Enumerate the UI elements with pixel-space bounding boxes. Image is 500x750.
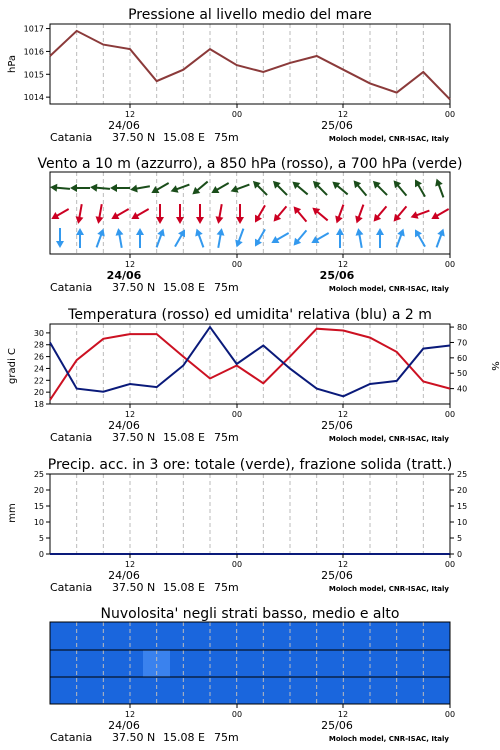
wind-arrow-head — [252, 215, 262, 225]
wind-arrow-head — [333, 215, 343, 224]
wind-arrow-10-m — [309, 230, 330, 247]
wind-arrow-head — [437, 227, 447, 236]
wind-arrow-700-hPa — [250, 178, 270, 198]
wind-elevation: 75m — [214, 281, 239, 294]
wind-arrow-850-hPa — [371, 204, 390, 224]
pressure-ytick-label: 1017 — [23, 24, 44, 34]
temp-date-label: 25/06 — [321, 419, 353, 432]
wind-arrow-head — [376, 228, 384, 235]
wind-arrow-10-m — [252, 227, 269, 248]
cloud-xtick-label: 00 — [231, 710, 243, 719]
temp-lat: 37.50 N — [112, 431, 156, 444]
wind-credit: Moloch model, CNR-ISAC, Italy — [328, 285, 449, 293]
cloud-credit: Moloch model, CNR-ISAC, Italy — [328, 735, 449, 743]
wind-arrow-10-m — [93, 227, 107, 249]
pressure-date-label: 24/06 — [108, 119, 140, 132]
wind-arrow-head — [233, 239, 243, 248]
pressure-ytick-label: 1016 — [23, 47, 44, 57]
wind-arrow-head — [74, 216, 83, 224]
wind-title: Vento a 10 m (azzurro), a 850 hPa (rosso), a 700 hPa (verde) — [37, 156, 463, 172]
pressure-xtick-label: 12 — [124, 110, 136, 119]
humidity-ytick-label: 60 — [457, 353, 468, 363]
wind-xtick-label: 00 — [231, 260, 243, 269]
wind-arrow-850-hPa — [271, 204, 290, 224]
cloud-elevation: 75m — [214, 731, 239, 744]
wind-arrow-700-hPa — [209, 180, 230, 197]
wind-arrow-850-hPa — [310, 205, 330, 224]
temp-frame — [50, 324, 450, 404]
temp-station: Catania — [50, 431, 93, 444]
wind-date-label: 24/06 — [106, 269, 142, 282]
humidity-ylabel: % — [489, 361, 500, 371]
cloud-xtick-label: 12 — [124, 710, 136, 719]
wind-arrow-700-hPa — [370, 178, 390, 198]
wind-arrow-850-hPa — [391, 204, 410, 224]
pressure-elevation: 75m — [214, 131, 239, 144]
precip-xtick-label: 12 — [337, 560, 349, 569]
pressure-frame — [50, 24, 450, 104]
wind-arrow-850-hPa — [94, 203, 105, 224]
wind-arrow-850-hPa — [291, 204, 310, 224]
precip-ytick-label: 5 — [38, 534, 44, 543]
wind-arrow-head — [129, 212, 139, 222]
temp-ytick-label: 22 — [33, 376, 44, 386]
wind-arrow-700-hPa — [310, 178, 330, 198]
precip-xtick-label: 00 — [444, 560, 456, 569]
wind-arrow-850-hPa — [74, 203, 85, 224]
wind-arrow-head — [157, 227, 167, 236]
wind-arrow-head — [110, 184, 117, 192]
wind-arrow-head — [196, 217, 204, 224]
wind-arrow-head — [70, 184, 77, 192]
precip-right-ytick-label: 10 — [457, 518, 468, 527]
temperature-ylabel: gradi C — [7, 348, 18, 384]
precip-ytick-label: 15 — [33, 502, 44, 511]
wind-arrow-head — [353, 215, 363, 224]
precip-right-ytick-label: 15 — [457, 502, 468, 511]
wind-arrow-10-m — [412, 227, 429, 248]
humidity-ytick-label: 70 — [457, 338, 468, 348]
wind-arrow-700-hPa — [70, 184, 90, 192]
wind-arrow-10-m — [336, 228, 344, 248]
precip-xtick-label: 00 — [231, 560, 243, 569]
wind-arrow-head — [236, 217, 244, 224]
precip-lat: 37.50 N — [112, 581, 156, 594]
wind-arrow-10-m — [56, 228, 64, 248]
cloud-lon: 15.08 E — [163, 731, 205, 744]
temp-ytick-label: 26 — [33, 352, 44, 362]
temp-date-label: 24/06 — [108, 419, 140, 432]
pressure-xtick-label: 12 — [337, 110, 349, 119]
wind-arrow-head — [176, 217, 184, 224]
wind-arrow-700-hPa — [169, 181, 191, 195]
wind-arrow-head — [90, 183, 98, 192]
wind-arrow-700-hPa — [229, 181, 251, 195]
precip-title: Precip. acc. in 3 ore: totale (verde), frazione solida (tratt.) — [47, 457, 453, 473]
wind-xtick-label: 12 — [124, 260, 136, 269]
pressure-xtick-label: 00 — [231, 110, 243, 119]
temp-ytick-label: 18 — [33, 400, 44, 409]
wind-lon: 15.08 E — [163, 281, 205, 294]
precip-right-ytick-label: 5 — [457, 534, 463, 543]
wind-arrow-head — [409, 211, 418, 221]
wind-arrow-head — [397, 227, 407, 236]
cloud-xtick-label: 00 — [444, 710, 456, 719]
wind-arrow-10-m — [393, 227, 407, 249]
temp-ytick-label: 28 — [33, 340, 44, 350]
wind-arrow-700-hPa — [110, 184, 130, 192]
cloud-lat: 37.50 N — [112, 731, 156, 744]
wind-arrow-head — [129, 185, 137, 194]
wind-arrow-head — [156, 217, 164, 224]
wind-arrow-head — [354, 227, 363, 235]
cloud-station: Catania — [50, 731, 93, 744]
pressure-lat: 37.50 N — [112, 131, 156, 144]
temp-xtick-label: 00 — [444, 410, 456, 419]
pressure-ylabel: hPa — [7, 54, 18, 74]
wind-arrow-head — [217, 227, 226, 235]
wind-arrow-850-hPa — [353, 203, 367, 225]
wind-arrow-head — [209, 186, 219, 196]
wind-arrow-head — [136, 228, 144, 235]
wind-arrow-10-m — [136, 228, 144, 248]
temp-xtick-label: 00 — [231, 410, 243, 419]
wind-arrow-10-m — [376, 228, 384, 248]
wind-arrow-10-m — [354, 227, 365, 248]
wind-arrow-head — [412, 227, 422, 237]
humidity-ytick-label: 80 — [457, 323, 468, 333]
pressure-ytick-label: 1015 — [23, 70, 44, 80]
temp-xtick-label: 12 — [337, 410, 349, 419]
wind-arrow-head — [433, 177, 443, 186]
wind-frame — [50, 172, 450, 254]
wind-arrow-850-hPa — [333, 203, 347, 225]
pressure-ytick-label: 1014 — [23, 93, 44, 103]
wind-xtick-label: 12 — [337, 260, 349, 269]
wind-arrow-head — [50, 183, 58, 192]
pressure-station: Catania — [50, 131, 93, 144]
temp-credit: Moloch model, CNR-ISAC, Italy — [328, 435, 449, 443]
cloud-xtick-label: 12 — [337, 710, 349, 719]
precip-frame — [50, 474, 450, 554]
wind-arrow-850-hPa — [429, 206, 450, 223]
pressure-lon: 15.08 E — [163, 131, 205, 144]
wind-arrow-700-hPa — [149, 180, 170, 197]
temperature-title: Temperatura (rosso) ed umidita' relativa (blu) a 2 m — [68, 307, 432, 323]
wind-arrow-850-hPa — [214, 203, 225, 224]
wind-arrow-850-hPa — [129, 206, 150, 223]
wind-arrow-700-hPa — [129, 182, 150, 193]
precip-credit: Moloch model, CNR-ISAC, Italy — [328, 585, 449, 593]
wind-arrow-850-hPa — [252, 203, 269, 224]
wind-arrow-head — [114, 227, 123, 235]
wind-arrow-850-hPa — [176, 204, 184, 224]
wind-arrow-head — [412, 177, 422, 187]
precip-station: Catania — [50, 581, 93, 594]
wind-arrow-850-hPa — [196, 204, 204, 224]
wind-arrow-700-hPa — [351, 178, 370, 198]
temp-lon: 15.08 E — [163, 431, 205, 444]
precip-xtick-label: 12 — [124, 560, 136, 569]
wind-arrow-700-hPa — [433, 177, 447, 199]
wind-arrow-head — [309, 236, 319, 246]
wind-arrow-head — [193, 227, 203, 236]
wind-arrow-700-hPa — [270, 178, 290, 198]
humidity-ytick-label: 40 — [457, 384, 468, 394]
precip-ylabel: mm — [7, 503, 18, 523]
humidity-ytick-label: 50 — [457, 369, 468, 379]
wind-arrow-head — [336, 228, 344, 235]
wind-arrow-head — [56, 241, 64, 248]
wind-arrow-850-hPa — [236, 204, 244, 224]
cloud-date-label: 24/06 — [108, 719, 140, 732]
wind-arrow-head — [49, 212, 59, 222]
wind-arrow-850-hPa — [49, 206, 70, 223]
cloud-fill — [50, 622, 450, 704]
precip-right-ytick-label: 0 — [457, 550, 463, 559]
wind-arrow-10-m — [193, 227, 207, 249]
precip-ytick-label: 10 — [33, 518, 44, 527]
wind-arrow-head — [97, 227, 107, 236]
pressure-credit: Moloch model, CNR-ISAC, Italy — [328, 135, 449, 143]
precip-date-label: 24/06 — [108, 569, 140, 582]
wind-arrow-850-hPa — [409, 207, 431, 221]
wind-arrow-head — [252, 239, 262, 249]
wind-arrow-700-hPa — [50, 183, 71, 193]
wind-arrow-700-hPa — [90, 183, 111, 193]
precip-elevation: 75m — [214, 581, 239, 594]
temp-xtick-label: 12 — [124, 410, 136, 419]
temp-ytick-label: 20 — [33, 388, 44, 398]
precip-ytick-label: 25 — [33, 470, 44, 479]
wind-arrow-700-hPa — [330, 179, 350, 198]
wind-arrow-850-hPa — [156, 204, 164, 224]
wind-arrow-head — [269, 236, 279, 246]
precip-ytick-label: 20 — [33, 486, 44, 495]
wind-arrow-700-hPa — [412, 177, 429, 198]
wind-arrow-head — [214, 216, 223, 224]
wind-arrow-10-m — [153, 227, 167, 249]
pressure-xtick-label: 00 — [444, 110, 456, 119]
wind-xtick-label: 00 — [444, 260, 456, 269]
wind-arrow-10-m — [269, 230, 290, 247]
wind-arrow-head — [94, 216, 103, 224]
wind-station: Catania — [50, 281, 93, 294]
precip-lon: 15.08 E — [163, 581, 205, 594]
cloud-date-label: 25/06 — [321, 719, 353, 732]
precip-right-ytick-label: 25 — [457, 470, 468, 479]
precip-date-label: 25/06 — [321, 569, 353, 582]
wind-arrow-head — [149, 186, 159, 196]
wind-arrow-700-hPa — [290, 179, 310, 198]
pressure-date-label: 25/06 — [321, 119, 353, 132]
pressure-title: Pressione al livello medio del mare — [128, 7, 372, 23]
wind-arrow-10-m — [433, 227, 447, 249]
wind-arrow-head — [169, 185, 178, 195]
cloud-title: Nuvolosita' negli strati basso, medio e alto — [100, 606, 400, 622]
wind-date-label: 25/06 — [319, 269, 355, 282]
wind-lat: 37.50 N — [112, 281, 156, 294]
temp-ytick-label: 30 — [33, 328, 44, 338]
wind-arrow-10-m — [291, 228, 310, 248]
wind-arrow-head — [76, 228, 84, 235]
wind-arrow-10-m — [114, 227, 125, 248]
wind-arrow-10-m — [76, 228, 84, 248]
precip-right-ytick-label: 20 — [457, 486, 468, 495]
pressure-line — [50, 31, 450, 100]
temp-elevation: 75m — [214, 431, 239, 444]
wind-arrow-700-hPa — [190, 179, 210, 198]
wind-arrow-head — [429, 212, 439, 222]
temp-ytick-label: 24 — [33, 364, 44, 374]
wind-arrow-10-m — [233, 227, 247, 249]
wind-arrow-head — [109, 212, 119, 222]
wind-arrow-10-m — [214, 227, 225, 248]
wind-arrow-700-hPa — [391, 178, 410, 198]
wind-arrow-850-hPa — [109, 206, 130, 223]
precip-ytick-label: 0 — [38, 550, 44, 559]
wind-arrow-10-m — [172, 227, 189, 248]
